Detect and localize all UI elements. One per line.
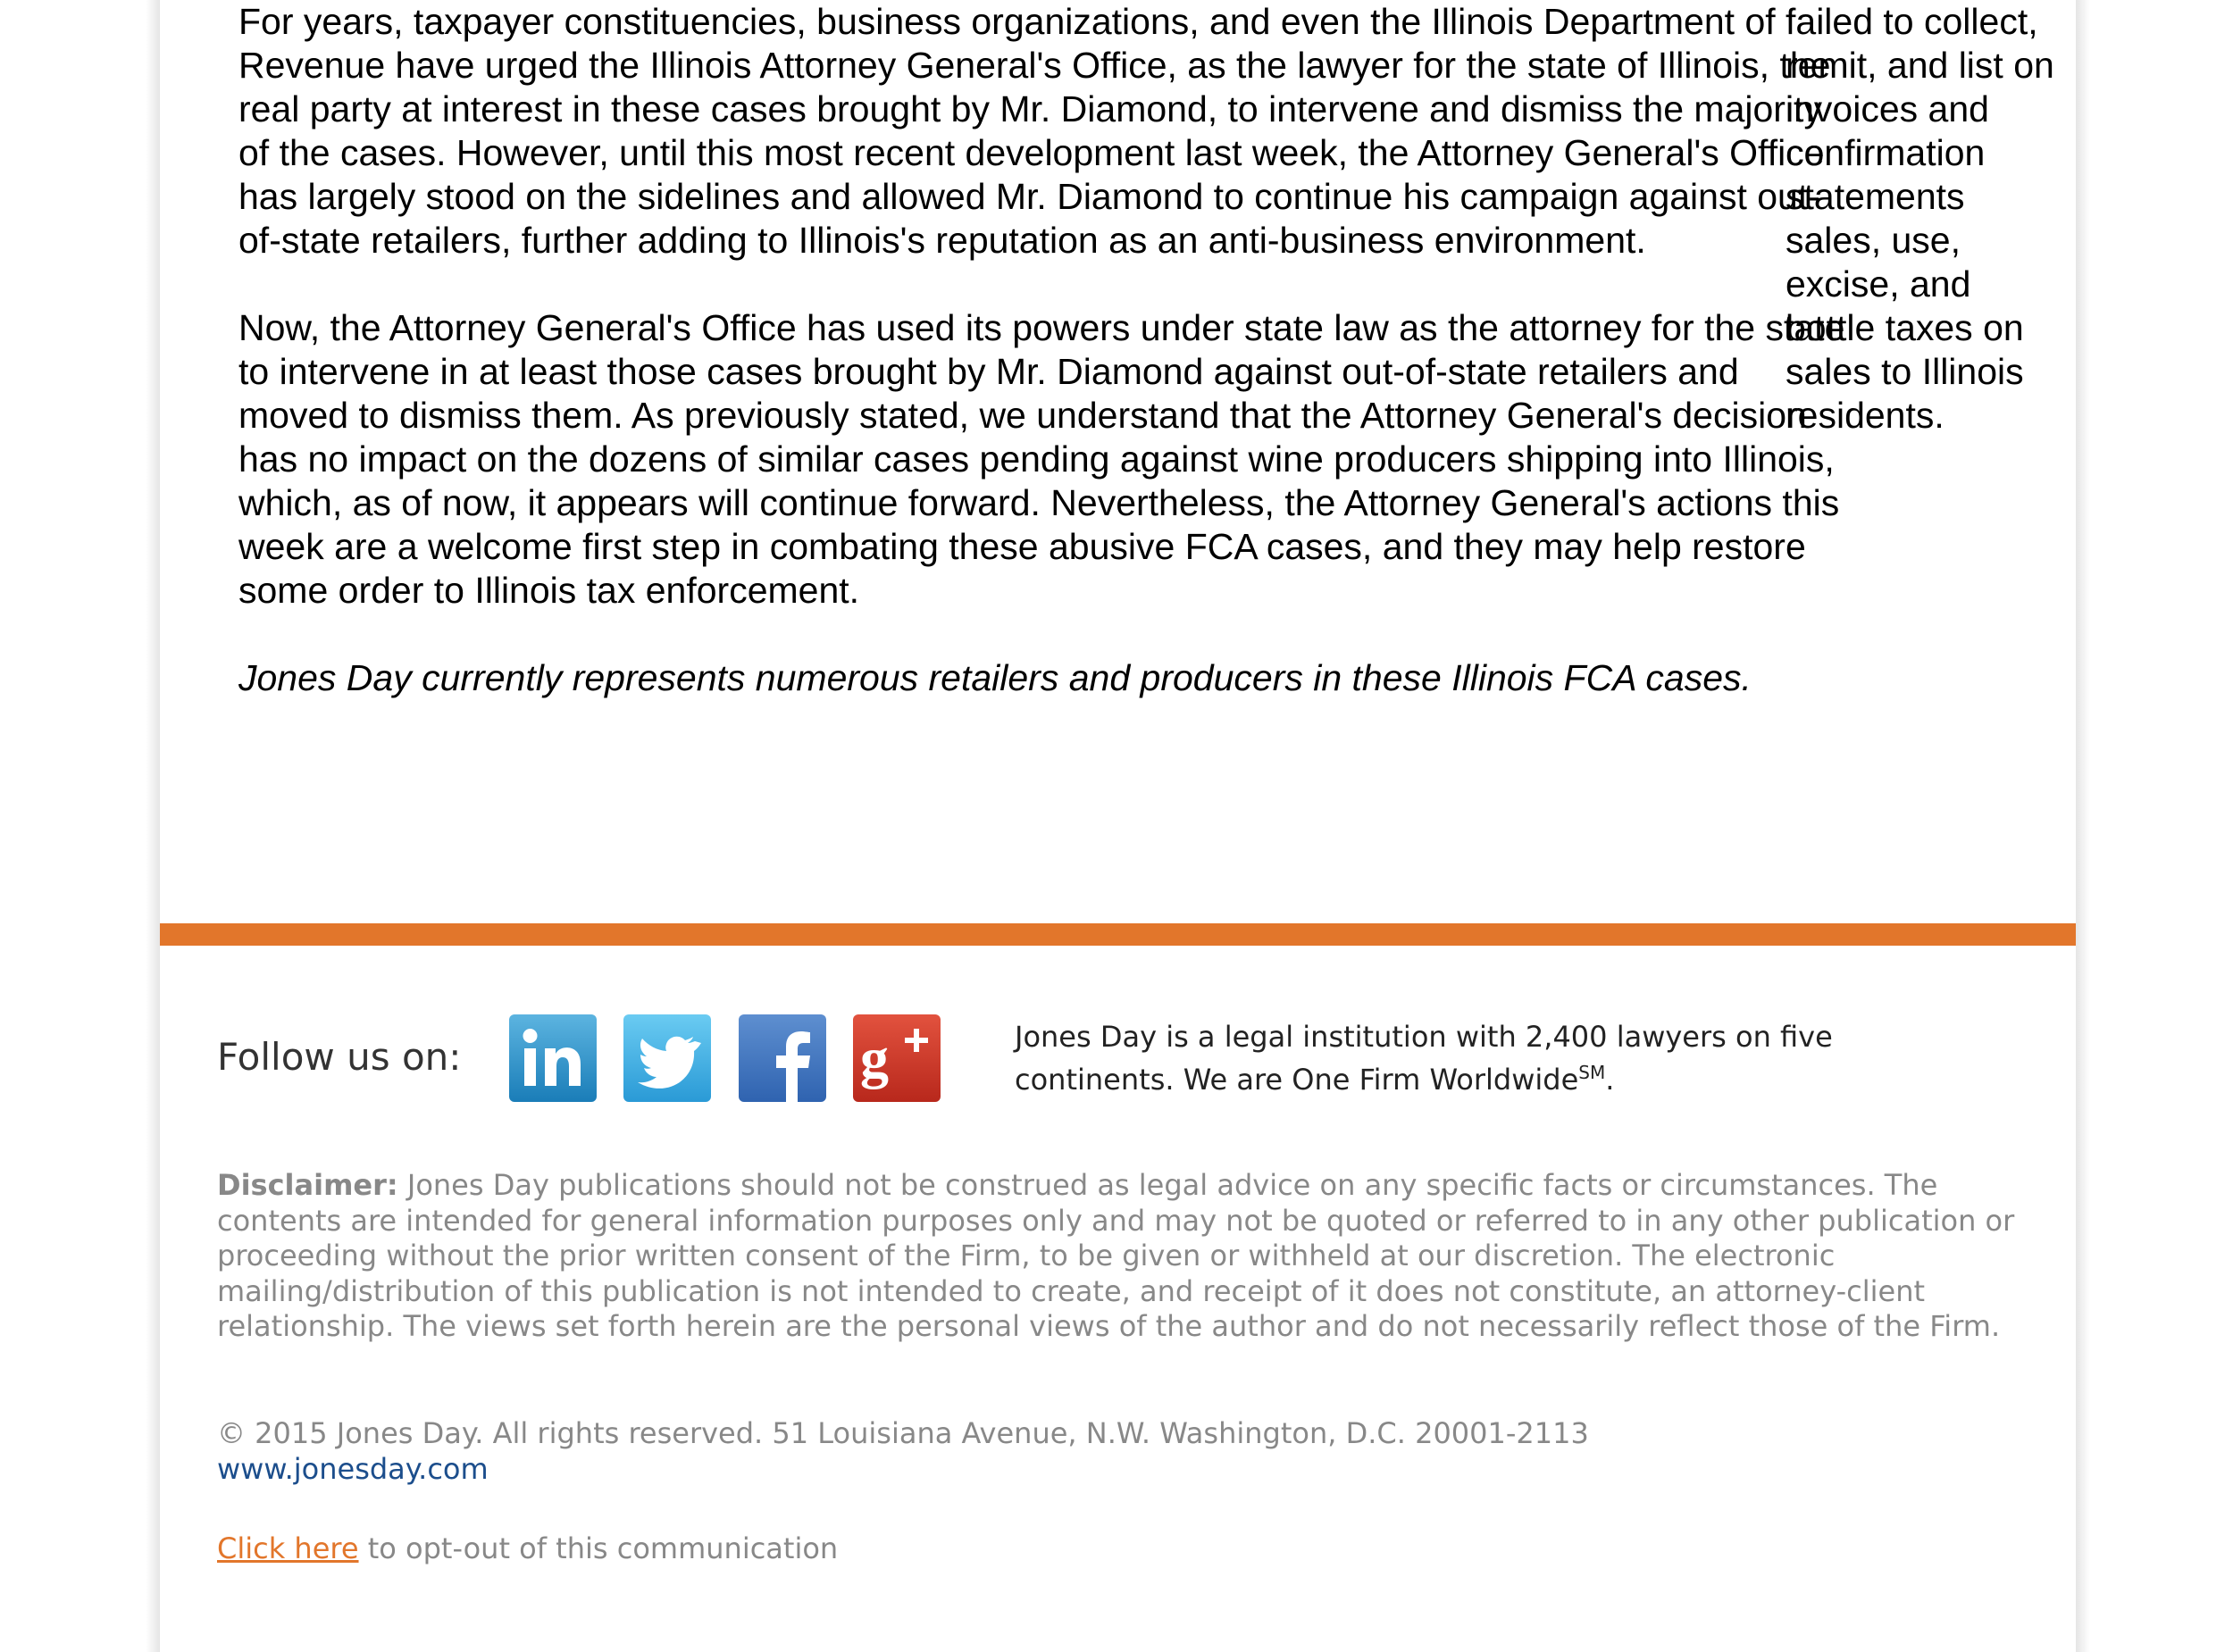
- disclaimer-label: Disclaimer:: [217, 1168, 398, 1202]
- optout-line: [217, 1531, 838, 1566]
- disclaimer-text: Jones Day publications should not be construed as legal advice on any specific facts or circumstances. The contents are intended for general information purposes only and may not be quoted or referred to in any other publication or proceeding without the prior written consent of the Firm, to be given or withheld at our discretion. The electronic mailing/distribution of this publication is not intended to create, and receipt of it does not constitute, an attorney-client relationship. The views set forth herein are the personal views of the author and do not necessarily reflect those of the Firm.: [217, 1168, 2015, 1343]
- about-firm-text: [1015, 1019, 1944, 1097]
- service-mark: SM: [1578, 1062, 1606, 1083]
- article-closing-note: Jones Day currently represents numerous retailers and producers in these Illinois FCA cases.: [238, 657, 1752, 698]
- about-end: .: [1605, 1063, 1615, 1097]
- page-shadow-left: [146, 0, 160, 1652]
- website-link[interactable]: www.jonesday.com: [217, 1451, 489, 1486]
- google-plus-icon[interactable]: [853, 1014, 941, 1102]
- facebook-icon[interactable]: [739, 1014, 826, 1102]
- sidebar-text: failed to collect, remit, and list on invoices and confirmation statements sales, use, excise, and bottle taxes on sales to Illinois residents.: [1786, 1, 2054, 436]
- disclaimer: [217, 1168, 2039, 1345]
- twitter-icon[interactable]: [623, 1014, 711, 1102]
- about-text: Jones Day is a legal institution with 2,400 lawyers on five continents. We are One Firm Worldwide: [1015, 1020, 1833, 1097]
- email-container: [160, 0, 2076, 1652]
- page-shadow-right: [2076, 0, 2090, 1652]
- article-body: [238, 0, 1855, 744]
- footer-divider: [160, 923, 2076, 946]
- article-paragraph-1: For years, taxpayer constituencies, business organizations, and even the Illinois Department of Revenue have urged the Illinois Attorney General's Office, as the lawyer for the state of Illinois, the real party at interest in these cases brought by Mr. Diamond, to intervene and dismiss the majority of the cases. However, until this most recent development last week, the Attorney General's Office has largely stood on the sidelines and allowed Mr. Diamond to continue his campaign against out-of-state retailers, further adding to Illinois's reputation as an anti-business environment.: [238, 1, 1831, 261]
- copyright-block: [217, 1416, 2039, 1487]
- optout-link[interactable]: Click here: [217, 1531, 359, 1565]
- article-paragraph-2: Now, the Attorney General's Office has used its powers under state law as the attorney for the state to intervene in at least those cases brought by Mr. Diamond against out-of-state retailers and moved to dismiss them. As previously stated, we understand that the Attorney General's decision has no impact on the dozens of similar cases pending against wine producers shipping into Illinois, which, as of now, it appears will continue forward. Nevertheless, the Attorney General's actions this week are a welcome first step in combating these abusive FCA cases, and they may help restore some order to Illinois tax enforcement.: [238, 307, 1845, 611]
- optout-text: to opt-out of this communication: [358, 1531, 839, 1565]
- svg-text:g: g: [860, 1026, 889, 1089]
- linkedin-icon[interactable]: [509, 1014, 597, 1102]
- follow-us-label: Follow us on:: [217, 1035, 462, 1079]
- copyright-text: © 2015 Jones Day. All rights reserved. 51 Louisiana Avenue, N.W. Washington, D.C. 20001-2113: [217, 1416, 1589, 1450]
